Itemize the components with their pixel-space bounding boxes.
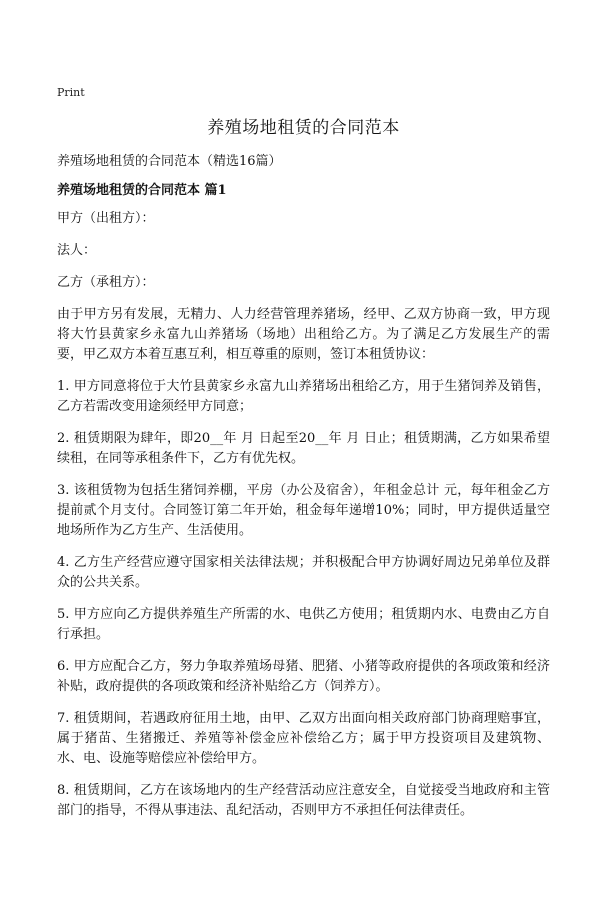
lessor-field: 甲方（出租方）： (57, 211, 155, 226)
document-subtitle: 养殖场地租赁的合同范本（精选16篇） (57, 154, 282, 169)
clause-8: 8. 租赁期间，乙方在该场地内的生产经营活动应注意安全，自觉接受当地政府和主管部门的指导，不得从事违法、乱纪活动，否则甲方不承担任何法律责任。 (57, 783, 550, 818)
print-label: Print (57, 86, 85, 99)
document-title: 养殖场地租赁的合同范本 (207, 118, 400, 138)
clause-2: 2. 租赁期限为肆年，即20__年 月 日起至20__年 月 日止；租赁期满，乙方如果希望续租，在同等承租条件下，乙方有优先权。 (57, 431, 550, 466)
clause-3: 3. 该租赁物为包括生猪饲养棚，平房（办公及宿舍），年租金总计 元，每年租金乙方提前贰个月支付。合同签订第二年开始，租金每年递增10%；同时，甲方提供适量空地场所作为乙方生产、生活使用。 (57, 483, 550, 538)
lessee-field: 乙方（承租方）： (57, 275, 155, 290)
section-heading: 养殖场地租赁的合同范本 篇1 (57, 183, 227, 198)
clause-5: 5. 甲方应向乙方提供养殖生产所需的水、电供乙方使用；租赁期内水、电费由乙方自行承担。 (57, 607, 550, 642)
intro-paragraph: 由于甲方另有发展，无精力、人力经营管理养猪场，经甲、乙双方协商一致，甲方现将大竹县黄家乡永富九山养猪场（场地）出租给乙方。为了满足乙方发展生产的需要，甲乙双方本着互惠互利，相互尊重的原则，签订本租赁协议： (57, 307, 550, 362)
clause-1: 1. 甲方同意将位于大竹县黄家乡永富九山养猪场出租给乙方，用于生猪饲养及销售，乙方若需改变用途须经甲方同意； (57, 379, 550, 414)
clause-6: 6. 甲方应配合乙方，努力争取养殖场母猪、肥猪、小猪等政府提供的各项政策和经济补贴，政府提供的各项政策和经济补贴给乙方（饲养方）。 (57, 659, 550, 694)
clause-7: 7. 租赁期间，若遇政府征用土地，由甲、乙双方出面向相关政府部门协商理赔事宜，属于猪苗、生猪搬迁、养殖等补偿金应补偿给乙方；属于甲方投资项目及建筑物、水、电、设施等赔偿应补偿给甲方。 (57, 711, 550, 766)
legal-person-field: 法人： (57, 243, 97, 258)
clause-4: 4. 乙方生产经营应遵守国家相关法律法规；并积极配合甲方协调好周边兄弟单位及群众的公共关系。 (57, 555, 550, 590)
